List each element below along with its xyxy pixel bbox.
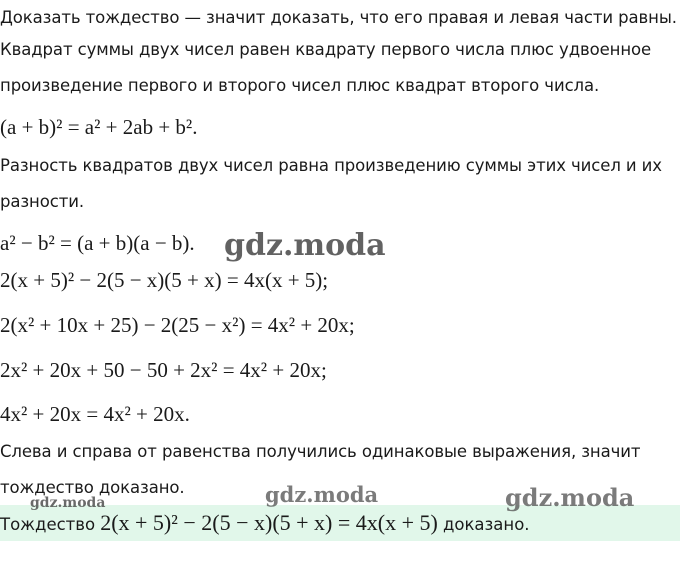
watermark-right: gdz.moda bbox=[505, 483, 635, 512]
formula-difference-of-squares: a² − b² = (a + b)(a − b). bbox=[0, 231, 195, 255]
formula-step-3: 2x² + 20x + 50 − 50 + 2x² = 4x² + 20x; bbox=[0, 358, 327, 382]
watermark-mid: gdz.moda bbox=[265, 482, 379, 507]
paragraph-difference-of-squares-1: Разность квадратов двух чисел равна произведению суммы этих чисел и их bbox=[0, 156, 662, 175]
formula-step-4: 4x² + 20x = 4x² + 20x. bbox=[0, 402, 190, 426]
paragraph-square-of-sum-1: Квадрат суммы двух чисел равен квадрату первого числа плюс удвоенное bbox=[0, 40, 652, 59]
result-tail: доказано. bbox=[442, 515, 530, 534]
formula-square-of-sum: (a + b)² = a² + 2ab + b². bbox=[0, 115, 198, 139]
paragraph-definition: Доказать тождество — значит доказать, что его правая и левая части равны. bbox=[0, 8, 677, 27]
paragraph-difference-of-squares-2: разности. bbox=[0, 192, 84, 211]
result-label: Тождество bbox=[0, 515, 96, 534]
paragraph-conclusion-2: тождество доказано. bbox=[0, 478, 185, 497]
paragraph-conclusion-1: Слева и справа от равенства получились одинаковые выражения, значит bbox=[0, 442, 641, 461]
formula-step-1: 2(x + 5)² − 2(5 − x)(5 + x) = 4x(x + 5); bbox=[0, 268, 329, 292]
formula-step-2: 2(x² + 10x + 25) − 2(25 − x²) = 4x² + 20x; bbox=[0, 313, 355, 337]
paragraph-square-of-sum-2: произведение первого и второго чисел плюс квадрат второго числа. bbox=[0, 76, 600, 95]
result-line bbox=[0, 510, 530, 536]
watermark-main: gdz.moda bbox=[224, 228, 386, 263]
watermark-left-small: gdz.moda bbox=[30, 495, 106, 511]
result-formula: 2(x + 5)² − 2(5 − x)(5 + x) = 4x(x + 5) bbox=[100, 510, 438, 535]
